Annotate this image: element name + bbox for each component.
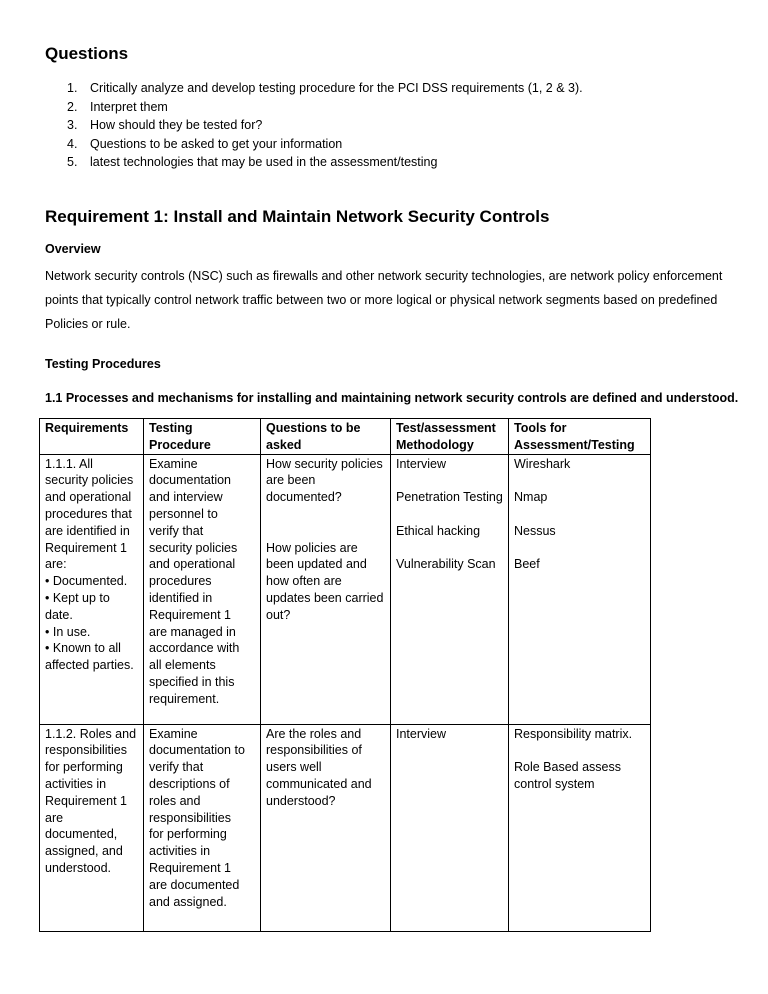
tools-cell: Wireshark Nmap Nessus Beef [509, 454, 651, 724]
requirement-cell: 1.1.2. Roles and responsibilities for performing activities in Requirement 1 are documented, assigned, and understood. [40, 724, 144, 931]
methodology-cell: Interview Penetration Testing Ethical hacking Vulnerability Scan [391, 454, 509, 724]
column-header: Requirements [40, 419, 144, 455]
list-item: 3. How should they be tested for? [67, 118, 263, 132]
list-item: 2. Interpret them [67, 99, 168, 114]
list-item: 4. Questions to be asked to get your information [67, 136, 343, 151]
column-header: Questions to be asked [261, 419, 391, 455]
column-header: Tools for Assessment/Testing [509, 419, 651, 455]
list-item: 5. latest technologies that may be used in the assessment/testing [67, 155, 438, 169]
requirement-cell: 1.1.1. All security policies and operational procedures that are identified in Requirement 1 are: • Documented. • Kept up to date. • In use. • Known to all affected parties. [40, 454, 144, 724]
list-item: 1. Critically analyze and develop testing procedure for the PCI DSS requirements (1, 2 & 3). [67, 81, 583, 95]
questions-heading: Questions [45, 44, 129, 63]
tools-cell: Responsibility matrix. Role Based assess control system [509, 724, 651, 931]
requirement-heading: Requirement 1: Install and Maintain Network Security Controls [45, 207, 550, 226]
testing-procedures-heading: Testing Procedures [45, 357, 161, 371]
overview-heading: Overview [45, 242, 101, 256]
methodology-cell: Interview [391, 724, 509, 931]
testing-procedure-cell: Examine documentation to verify that descriptions of roles and responsibilities for performing activities in Requirement 1 are documented and assigned. [144, 724, 261, 931]
table-header-row [40, 419, 651, 455]
subsection-heading: 1.1 Processes and mechanisms for installing and maintaining network security controls are defined and understood. [45, 391, 739, 405]
overview-paragraph: Network security controls (NSC) such as firewalls and other network security technologies, are network policy enforcement points that typically control network traffic between two or more logical or physical network segments based on predefined Policies or rule. [45, 269, 723, 331]
table-row [40, 454, 651, 724]
testing-procedure-cell: Examine documentation and interview personnel to verify that security policies and operational procedures identified in Requirement 1 are managed in accordance with all elements specified in this requirement. [144, 454, 261, 724]
questions-cell: How security policies are been documented? How policies are been updated and how often are updates been carried out? [261, 454, 391, 724]
questions-list [45, 79, 583, 172]
column-header: Test/assessment Methodology [391, 419, 509, 455]
column-header: Testing Procedure [144, 419, 261, 455]
requirements-table [39, 418, 651, 932]
questions-cell: Are the roles and responsibilities of users well communicated and understood? [261, 724, 391, 931]
table-row [40, 724, 651, 931]
